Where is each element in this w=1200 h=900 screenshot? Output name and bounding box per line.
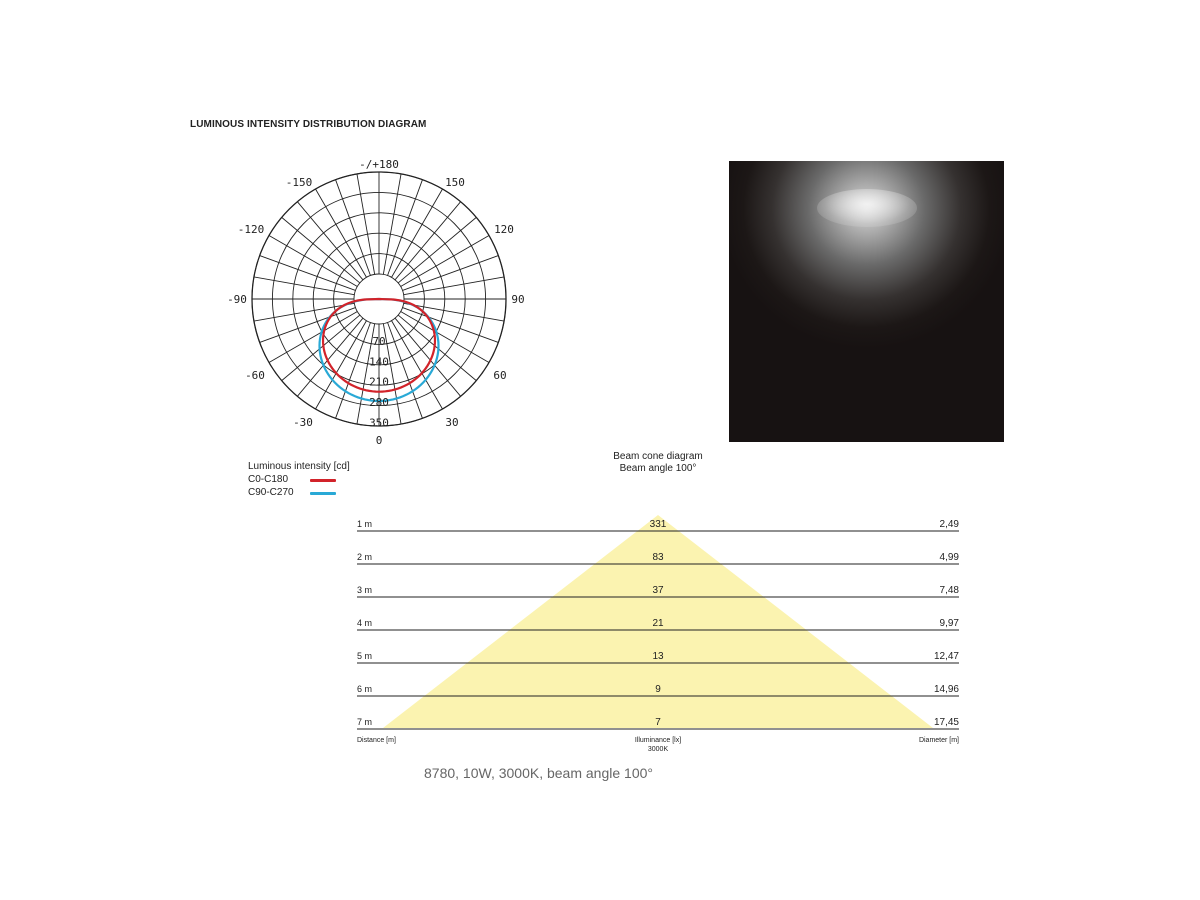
beam-row-diameter: 4,99	[939, 552, 959, 563]
beam-row-diameter: 12,47	[933, 651, 959, 662]
illuminance-column-cct: 3000K	[647, 746, 669, 753]
polar-intensity-tick: 280	[369, 396, 389, 410]
angle-label-60: 60	[493, 369, 507, 382]
legend-label-c0: C0-C180	[248, 474, 289, 485]
beam-row-illuminance: 13	[652, 651, 664, 662]
product-caption: 8780, 10W, 3000K, beam angle 100°	[424, 765, 653, 781]
beam-row-distance: 5 m	[357, 651, 373, 661]
angle-label-0: 0	[375, 434, 383, 447]
beam-row-distance: 2 m	[357, 552, 373, 562]
beam-row-diameter: 9,97	[939, 618, 959, 629]
beam-row-diameter: 17,45	[933, 717, 959, 728]
distance-column-label: Distance [m]	[357, 737, 396, 744]
beam-row-diameter: 14,96	[933, 684, 959, 695]
angle-label-m60: -60	[245, 369, 265, 382]
beam-row-illuminance: 9	[655, 684, 661, 695]
polar-intensity-tick: 350	[369, 416, 389, 430]
polar-intensity-tick: 70	[372, 334, 386, 348]
polar-intensity-tick: 210	[369, 375, 389, 389]
beam-cone-title: Beam cone diagram	[613, 451, 703, 462]
angle-label-m120: -120	[237, 223, 265, 236]
angle-label-30: 30	[445, 416, 459, 429]
diagram-title: LUMINOUS INTENSITY DISTRIBUTION DIAGRAM	[190, 119, 427, 130]
angle-label-m30: -30	[293, 416, 313, 429]
beam-row-illuminance: 331	[649, 519, 667, 530]
angle-label-m90: -90	[227, 293, 247, 306]
beam-row-illuminance: 83	[652, 552, 664, 563]
diameter-column-label: Diameter [m]	[918, 737, 959, 744]
angle-label-90: 90	[511, 293, 525, 306]
beam-row-distance: 3 m	[357, 585, 373, 595]
beam-row-illuminance: 21	[652, 618, 664, 629]
beam-row-distance: 4 m	[357, 618, 373, 628]
beam-row-distance: 7 m	[357, 717, 373, 727]
angle-label-120: 120	[494, 223, 514, 236]
angle-label-150: 150	[445, 176, 465, 189]
illuminance-column-label	[608, 736, 708, 754]
beam-row-diameter: 2,49	[939, 519, 959, 530]
beam-row-diameter: 7,48	[939, 585, 959, 596]
legend-title: Luminous intensity [cd]	[248, 461, 350, 472]
beam-row-illuminance: 37	[652, 585, 664, 596]
polar-intensity-tick: 140	[369, 355, 389, 369]
illuminance-column-title: Illuminance [lx]	[634, 737, 682, 744]
legend-label-c90: C90-C270	[248, 487, 294, 498]
beam-row-distance: 1 m	[357, 519, 373, 529]
beam-angle-subtitle: Beam angle 100°	[619, 463, 697, 474]
beam-row-illuminance: 7	[655, 717, 661, 728]
beam-row-distance: 6 m	[357, 684, 373, 694]
angle-label-m150: -150	[285, 176, 313, 189]
angle-label-180: -/+180	[359, 158, 399, 171]
